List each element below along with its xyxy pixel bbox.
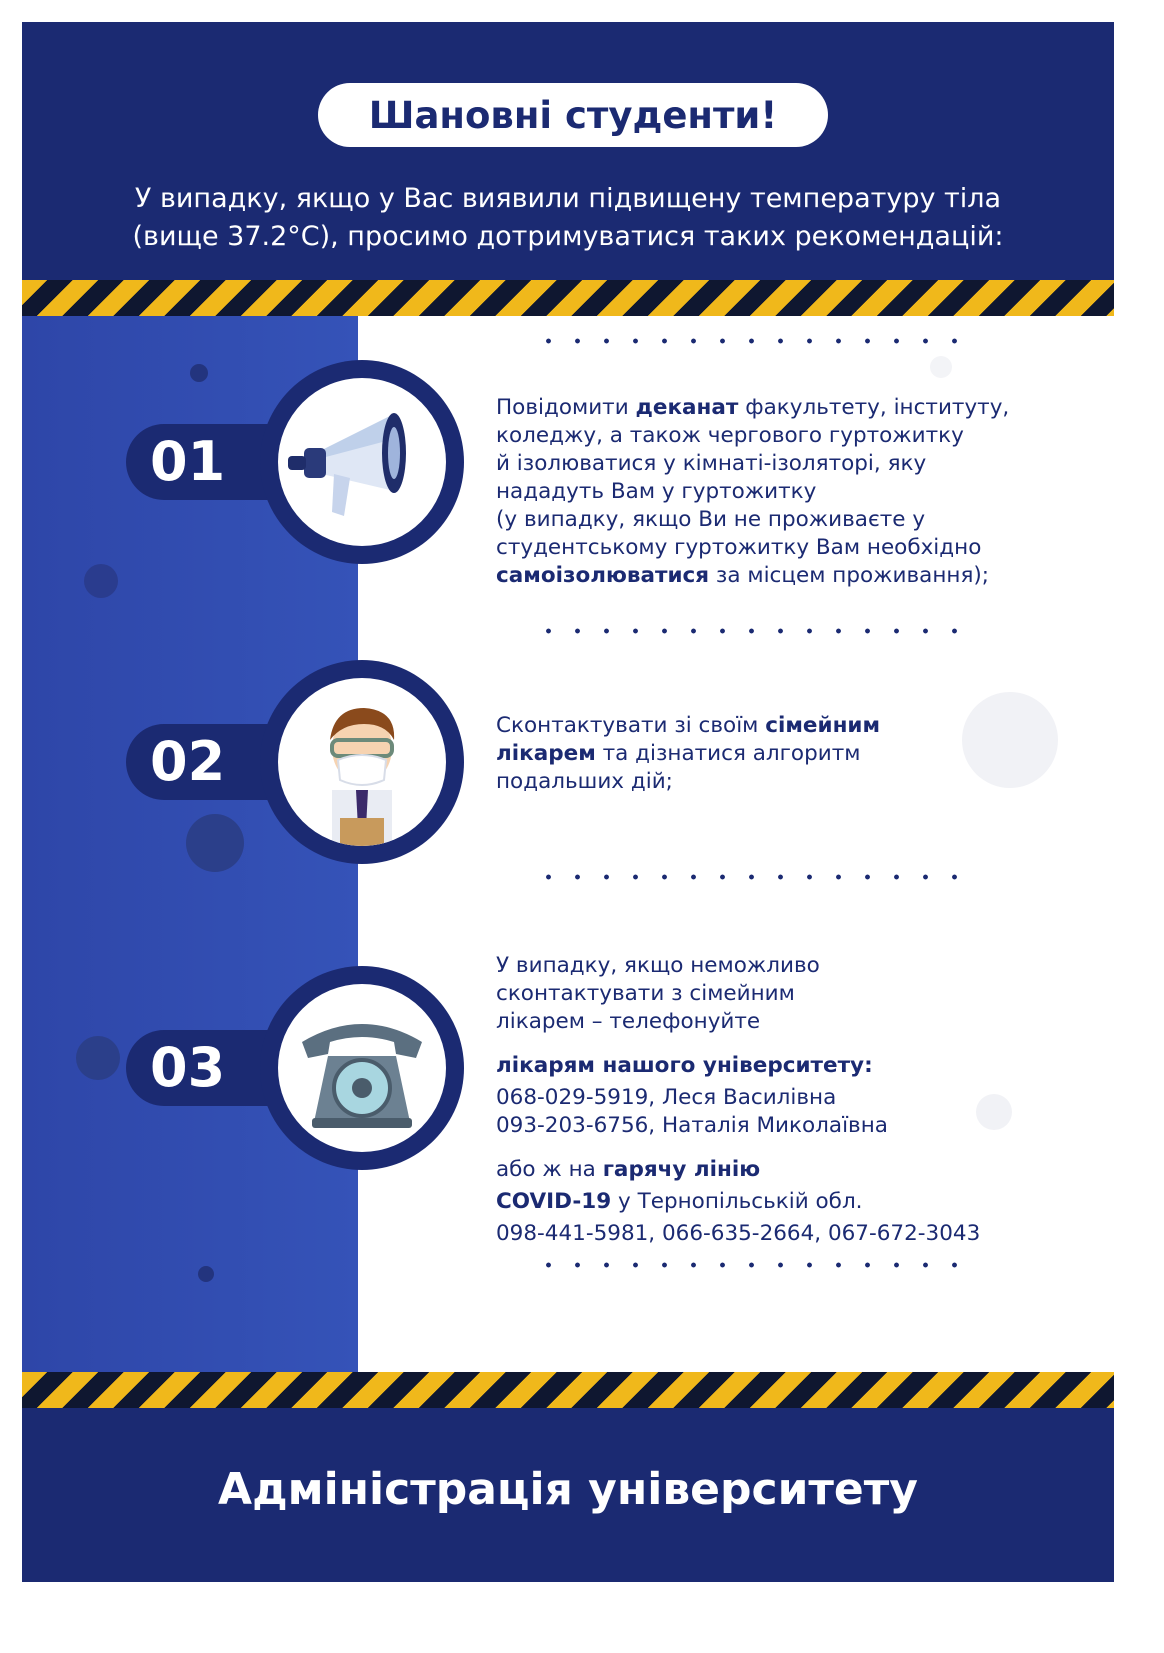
step-03-intro-line: У випадку, якщо неможливо (496, 953, 820, 978)
step-02-line (496, 740, 1086, 768)
step-01-line (496, 422, 1086, 450)
bold-run: гарячу лінію (602, 1157, 761, 1182)
step-02-text (496, 712, 1086, 796)
text-run: й ізолюватися у кімнаті-ізоляторі, яку (496, 451, 927, 476)
dotted-divider (534, 1262, 974, 1268)
step-02-line (496, 768, 1086, 796)
dotted-divider (534, 874, 974, 880)
step-01-line (496, 394, 1086, 422)
text-run: нададуть Вам у гуртожитку (496, 479, 817, 504)
step-03-number: 03 (150, 1036, 226, 1099)
header (22, 22, 1114, 280)
doctor-phone: 093-203-6756, Наталія Миколаївна (496, 1113, 888, 1138)
text-run: студентському гуртожитку Вам необхідно (496, 535, 982, 560)
virus-decoration-icon (186, 814, 244, 872)
step-03-intro-line: лікарем – телефонуйте (496, 1009, 761, 1034)
text-run: факультету, інституту, (738, 395, 1010, 420)
virus-decoration-icon (84, 564, 118, 598)
step-01-line (496, 506, 1086, 534)
bold-run: сімейним (765, 713, 881, 738)
step-03-icon-circle (260, 966, 464, 1170)
text-run: та дізнатися алгоритм (595, 741, 861, 766)
intro-line-1: У випадку, якщо у Вас виявили підвищену температуру тіла (134, 183, 1002, 214)
step-01-line (496, 450, 1086, 478)
hotline-line (496, 1156, 1086, 1184)
text-run: за місцем проживання); (709, 563, 990, 588)
virus-decoration-icon (76, 1036, 120, 1080)
doctor-icon (278, 678, 446, 846)
page-title: Шановні студенти! (318, 83, 828, 147)
text-run: Повідомити (496, 395, 636, 420)
dotted-divider (534, 338, 974, 344)
step-03-intro-line: сконтактувати з сімейним (496, 981, 795, 1006)
bold-run: COVID-19 (496, 1189, 612, 1214)
telephone-icon (278, 984, 446, 1152)
step-02-number: 02 (150, 730, 226, 793)
text-run: Сконтактувати зі своїм (496, 713, 766, 738)
footer (22, 1408, 1114, 1582)
text-run: коледжу, а також чергового гуртожитку (496, 423, 964, 448)
bold-run: лікарям нашого університету: (496, 1053, 873, 1078)
text-run: подальших дій; (496, 769, 673, 794)
text-run: у Тернопільській обл. (611, 1189, 863, 1214)
hazard-stripe-bottom (22, 1372, 1114, 1408)
step-01-line (496, 534, 1086, 562)
megaphone-icon (278, 378, 446, 546)
step-01-line (496, 478, 1086, 506)
intro-text (22, 180, 1114, 256)
step-02-line (496, 712, 1086, 740)
virus-decoration-icon (198, 1266, 214, 1282)
step-01-line (496, 562, 1086, 590)
bold-run: самоізолюватися (496, 563, 710, 588)
step-01-text (496, 394, 1086, 590)
hazard-stripe-top (22, 280, 1114, 316)
step-01-icon-circle (260, 360, 464, 564)
bold-run: лікарем (496, 741, 596, 766)
virus-decoration-icon (190, 364, 208, 382)
step-02-icon-circle (260, 660, 464, 864)
hotline-numbers: 098-441-5981, 066-635-2664, 067-672-3043 (496, 1221, 981, 1246)
covid-line (496, 1188, 1086, 1216)
intro-line-2: (вище 37.2°С), просимо дотримуватися таких рекомендацій: (132, 221, 1004, 252)
virus-decoration-icon (930, 356, 952, 378)
text-run: (у випадку, якщо Ви не проживаєте у (496, 507, 926, 532)
step-01-number: 01 (150, 430, 226, 493)
dotted-divider (534, 628, 974, 634)
poster (22, 22, 1114, 1582)
bold-run: деканат (635, 395, 739, 420)
doctor-phone: 068-029-5919, Леся Василівна (496, 1085, 837, 1110)
step-03-text (496, 952, 1086, 1248)
text-run: або ж на (496, 1157, 603, 1182)
doctors-heading (496, 1052, 1086, 1080)
footer-signature: Адміністрація університету (218, 1464, 918, 1515)
